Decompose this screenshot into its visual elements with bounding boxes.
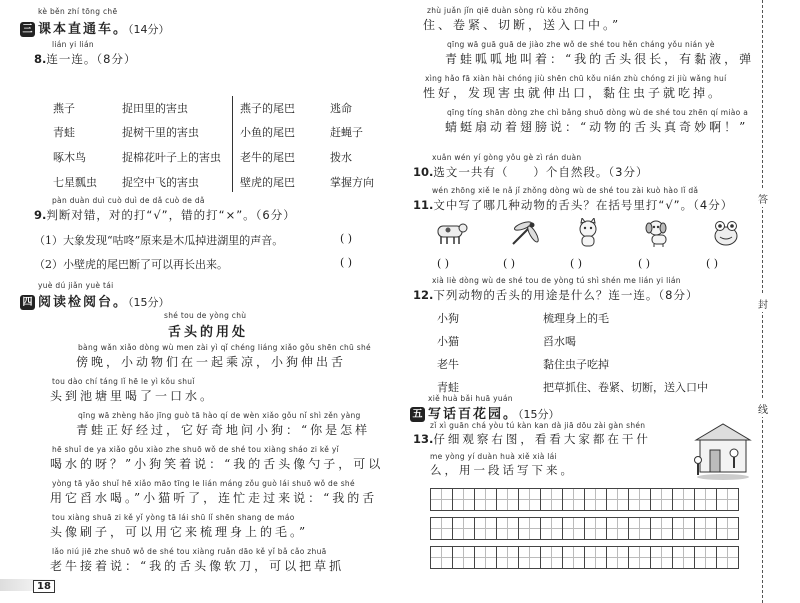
q8-col1-item: 啄木鸟 <box>53 151 86 164</box>
q11-pinyin: wén zhōng xiě le nǎ jǐ zhǒng dòng wù de shé tou zài kuò hào lǐ dǎ <box>432 186 699 195</box>
q10-number: 10. <box>413 165 434 179</box>
passage-line-pinyin: xìng hǎo fā xiàn hài chóng jiù shēn chū kǒu nián zhù chóng zi jiù wǎng huí <box>425 74 727 83</box>
q11-heading <box>413 197 733 213</box>
q9-item-1: （1）大象发现“咕咚”原来是木瓜掉进湖里的声音。 <box>34 234 284 247</box>
section3-number: 三 <box>20 22 35 37</box>
q12-use: 梳理身上的毛 <box>543 312 609 325</box>
q13-line2: 么，用一段话写下来。 <box>430 463 575 477</box>
q8-col4-item: 赶蝇子 <box>330 126 363 139</box>
q13-heading <box>413 431 651 447</box>
q12-use: 把草抓住、卷紧、切断，送入口中 <box>543 381 708 394</box>
passage-line-pinyin: yòng tā yǎo shuǐ hē xiǎo māo tīng le lián máng zǒu guò lái shuō wǒ de shé <box>52 479 355 488</box>
passage-line: 喝水的呀？”小狗笑着说：“我的舌头像勺子，可以 <box>50 457 384 471</box>
q9-answer-paren[interactable]: ( ) <box>340 256 353 269</box>
passage-line-pinyin: tou xiàng shuā zi kě yǐ yòng tā lái shū lǐ shēn shang de máo <box>52 513 295 522</box>
q11-score: （4分） <box>693 198 734 212</box>
q8-col3-item: 小鱼的尾巴 <box>240 126 295 139</box>
passage-line: 青蛙呱呱地叫着：“我的舌头很长，有黏液，弹 <box>445 52 755 66</box>
q12-animal: 小猫 <box>437 335 459 348</box>
q8-col4-item: 逃命 <box>330 102 352 115</box>
passage-line-pinyin: hē shuǐ de ya xiǎo gǒu xiào zhe shuō wǒ de shé tou xiàng sháo zi kě yǐ <box>52 445 339 454</box>
q12-score: （8分） <box>658 288 699 302</box>
q9-heading <box>34 207 296 223</box>
q8-col1-item: 七星瓢虫 <box>53 176 97 189</box>
q9-pinyin: pàn duàn duì cuò duì de dǎ cuò de dǎ <box>52 196 205 205</box>
q8-col2-item: 捉棉花叶子上的害虫 <box>122 151 221 164</box>
q9-score: （6分） <box>255 208 296 222</box>
passage-line: 老牛接着说：“我的舌头像软刀，可以把草抓 <box>50 559 345 573</box>
dog-icon <box>643 218 673 248</box>
q8-col2-item: 捉空中飞的害虫 <box>122 176 199 189</box>
q8-col1-item: 燕子 <box>53 102 75 115</box>
section3-score: （14分） <box>128 23 170 36</box>
section4-title: 阅读检阅台。 <box>38 295 129 310</box>
q9-number: 9. <box>34 208 47 222</box>
margin-char: 线 <box>758 400 768 417</box>
passage-line: 傍晚，小动物们在一起乘凉，小狗伸出舌 <box>76 355 347 369</box>
q11-text: 文中写了哪几种动物的舌头？在括号里打“√”。 <box>433 198 694 212</box>
q13-pinyin-2: me yòng yí duàn huà xiě xià lái <box>430 452 557 461</box>
q10-heading <box>413 164 648 180</box>
passage-line-pinyin: bàng wǎn xiǎo dòng wù men zài yì qǐ chéng liáng xiǎo gǒu shēn chū shé <box>78 343 371 352</box>
section5-pinyin: xiě huà bǎi huā yuán <box>428 394 513 403</box>
passage-line-pinyin: tou dào chí táng lǐ hē le yì kǒu shuǐ <box>52 377 195 386</box>
q11-answer-paren[interactable]: ( ) <box>437 257 450 270</box>
passage-line: 性好，发现害虫就伸出口，黏住虫子就吃掉。 <box>423 86 724 100</box>
q10-pinyin: xuǎn wén yí gòng yǒu gè zì rán duàn <box>432 153 582 162</box>
q13-number: 13. <box>413 432 434 446</box>
cow-icon <box>430 220 470 246</box>
q8-pinyin: lián yi lián <box>52 40 94 49</box>
passage-title: 舌头的用处 <box>168 325 249 340</box>
section3-header <box>20 18 170 37</box>
q12-use: 舀水喝 <box>543 335 576 348</box>
q11-answer-paren[interactable]: ( ) <box>570 257 583 270</box>
passage-line-pinyin: qīng wā zhèng hǎo jīng guò tā hào qí de wèn xiǎo gǒu nǐ shì zěn yàng <box>78 411 361 420</box>
q8-number: 8. <box>34 52 47 66</box>
writing-grid-row[interactable] <box>430 546 738 569</box>
q8-heading <box>34 51 136 67</box>
section5-title: 写话百花园。 <box>428 407 519 422</box>
section4-score: （15分） <box>128 296 170 309</box>
passage-line: 用它舀水喝。”小猫听了，连忙走过来说：“我的舌 <box>50 491 378 505</box>
passage-line-pinyin: lǎo niú jiē zhe shuō wǒ de shé tou xiàng ruǎn dāo kě yǐ bǎ cǎo zhuā <box>52 547 327 556</box>
cat-icon <box>574 218 602 248</box>
section3-pinyin: kè běn zhí tōng chē <box>38 7 118 16</box>
passage-line-pinyin: zhù juǎn jǐn qiē duàn sòng rù kǒu zhōng <box>427 6 589 15</box>
q8-col3-item: 老牛的尾巴 <box>240 151 295 164</box>
dragonfly-icon <box>507 218 541 248</box>
q9-answer-paren[interactable]: ( ) <box>340 232 353 245</box>
q9-item-2: （2）小壁虎的尾巴断了可以再长出来。 <box>34 258 228 271</box>
q8-text: 连一连。 <box>46 52 97 66</box>
q8-col4-item: 拨水 <box>330 151 352 164</box>
passage-title-pinyin: shé tou de yòng chù <box>164 311 247 320</box>
q11-answer-paren[interactable]: ( ) <box>706 257 719 270</box>
q12-animal: 青蛙 <box>437 381 459 394</box>
q8-score: （8分） <box>96 52 137 66</box>
q8-col4-item: 掌握方向 <box>330 176 374 189</box>
q9-text: 判断对错，对的打“√”，错的打“×”。 <box>46 208 256 222</box>
q13-pinyin-1: zǐ xì guān chá yòu tú kàn kan dà jiā dōu zài gàn shén <box>430 421 646 430</box>
q8-col1-item: 青蛙 <box>53 126 75 139</box>
writing-grid-row[interactable] <box>430 488 738 511</box>
q12-number: 12. <box>413 288 434 302</box>
q12-heading <box>413 287 698 303</box>
section5-score: （15分） <box>518 408 560 421</box>
q12-animal: 老牛 <box>437 358 459 371</box>
section5-header <box>410 403 560 422</box>
q11-number: 11. <box>413 198 434 212</box>
passage-line: 青蛙正好经过，它好奇地问小狗：“你是怎样 <box>76 423 371 437</box>
section4-number: 四 <box>20 295 35 310</box>
passage-line: 头到池塘里喝了一口水。 <box>50 389 216 403</box>
q10-score: （3分） <box>608 165 649 179</box>
q8-col2-item: 捉田里的害虫 <box>122 102 188 115</box>
section3-title: 课本直通车。 <box>38 22 129 37</box>
passage-line-pinyin: qīng wā guā guā de jiào zhe wǒ de shé tou hěn cháng yǒu nián yè <box>447 40 715 49</box>
q12-pinyin: xià liè dòng wù de shé tou de yòng tú shì shén me lián yi lián <box>432 276 681 285</box>
frog-icon <box>711 218 741 248</box>
q8-col3-item: 壁虎的尾巴 <box>240 176 295 189</box>
q11-answer-paren[interactable]: ( ) <box>638 257 651 270</box>
q13-line1: 仔细观察右图，看看大家都在干什 <box>433 432 651 446</box>
passage-line-pinyin: qīng tíng shān dòng zhe chì bǎng shuō dòng wù de shé tou zhēn qí miào a <box>447 108 749 117</box>
section4-pinyin: yuè dú jiǎn yuè tái <box>38 281 114 290</box>
page-number: 18 <box>33 580 55 593</box>
passage-line: 头像刷子，可以用它来梳理身上的毛。” <box>50 525 309 539</box>
q8-col2-item: 捉树干里的害虫 <box>122 126 199 139</box>
q12-animal: 小狗 <box>437 312 459 325</box>
q12-text: 下列动物的舌头的用途是什么？连一连。 <box>433 288 659 302</box>
section5-number: 五 <box>410 407 425 422</box>
q8-col3-item: 燕子的尾巴 <box>240 102 295 115</box>
passage-line: 蜻蜓扇动着翅膀说：“动物的舌头真奇妙啊！” <box>445 120 749 134</box>
q11-answer-paren[interactable]: ( ) <box>503 257 516 270</box>
q10-text: 选文一共有（ ）个自然段。 <box>433 165 609 179</box>
section4-header <box>20 291 170 310</box>
q8-divider <box>232 96 233 192</box>
q12-use: 黏住虫子吃掉 <box>543 358 609 371</box>
margin-char: 封 <box>758 295 768 312</box>
family-scene-illustration <box>690 420 756 482</box>
margin-char: 答 <box>758 190 768 207</box>
writing-grid-row[interactable] <box>430 517 738 540</box>
passage-line: 住、卷紧、切断，送入口中。” <box>423 18 622 32</box>
